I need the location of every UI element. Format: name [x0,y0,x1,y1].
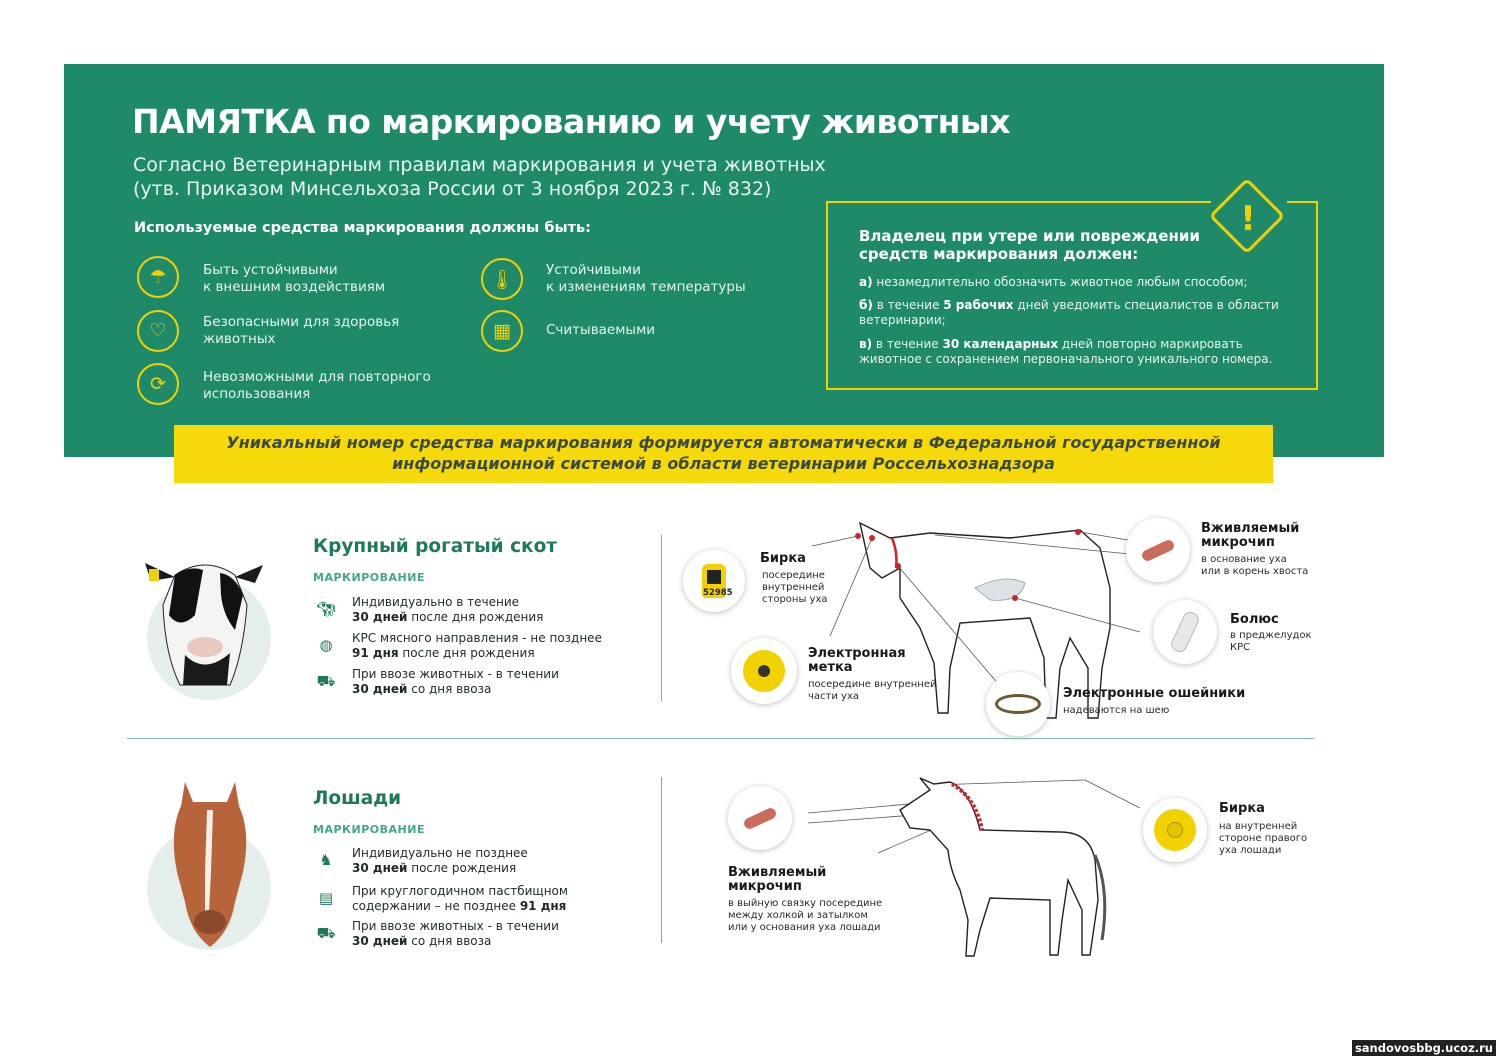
horse-microchip-device [728,786,792,850]
requirement-item: Безопасными для здоровья животных [203,314,400,347]
ear-tag-number: 52985 [703,588,733,598]
notice-text: Уникальный номер средства маркирования формируется автоматически в Федеральной государственной информационной системой в области ветеринарии Россельхознадзора [226,433,1221,473]
ear-tag-device [683,550,745,612]
microchip-icon [742,806,777,830]
horse-rule: Индивидуально не позднее 30 дней после рождения [352,846,528,875]
microchip-device [1126,518,1190,582]
horse-microchip-title: Вживляемый микрочип [728,865,827,894]
horse-ear-tag-icon [1154,809,1196,851]
section-divider [661,777,662,943]
horse-diagram [890,770,1120,970]
cattle-rule: При ввозе животных - в течении 30 дней со дня ввоза [352,667,559,696]
bolus-note: в преджелудок КРС [1230,630,1312,653]
horizontal-divider [127,738,1314,739]
thermometer-icon: 🌡︎ [481,258,523,300]
owner-duty-item: в) в течение 30 календарных дней повторно маркировать животное с сохранением первоначального уникального номера. [859,337,1273,366]
electronic-tag-title: Электронная метка [808,646,906,675]
bolus-title: Болюс [1230,612,1279,627]
requirement-item: Невозможными для повторного использования [203,369,431,402]
pasture-icon: ▤ [318,889,334,907]
truck-icon: ⛟ [316,924,336,942]
ear-tag-title: Бирка [760,551,806,566]
qr-code-icon [707,570,721,584]
requirement-item: Устойчивыми к изменениям температуры [546,262,746,295]
cattle-section-title: Крупный рогатый скот [313,536,558,557]
microchip-icon [1140,538,1175,562]
collar-device [986,672,1050,736]
microchip-note: в основание уха или в корень хвоста [1201,554,1309,577]
page-subtitle: Согласно Ветеринарным правилам маркирования и учета животных (утв. Приказом Минсельхоза России от 3 ноября 2023 г. № 832) [133,154,826,200]
truck-icon: ⛟ [316,672,336,690]
page-title: ПАМЯТКА по маркированию и учету животных [132,102,1011,141]
electronic-tag-icon [743,650,785,692]
horse-rule: При круглогодичном пастбищном содержании – не позднее 91 дня [352,884,568,913]
owner-duty-item: б) в течение 5 рабочих дней уведомить специалистов в области ветеринарии; [859,298,1279,327]
ear-tag-note: посередине внутренней стороны уха [762,570,828,605]
horse-section-subtitle: МАРКИРОВАНИЕ [313,823,425,836]
cattle-rule: Индивидуально в течение 30 дней после дня рождения [352,595,544,624]
horse-microchip-note: в выйную связку посередине между холкой и затылком или у основания уха лошади [728,898,883,933]
bolus-icon [1169,610,1201,655]
scanner-icon: ▦ [481,310,523,352]
cow-icon: 🐄︎ [316,600,336,618]
horse-head-image [155,772,265,952]
weather-resistance-icon: ☂ [137,256,179,298]
cattle-section-subtitle: МАРКИРОВАНИЕ [313,571,425,584]
owner-duties-heading: Владелец при утере или повреждении средств маркирования должен: [859,227,1200,263]
site-watermark: sandovosbbg.ucoz.ru [1352,1040,1496,1056]
collar-icon [995,694,1041,714]
no-reuse-cycle-icon: ⟳ [137,363,179,405]
requirements-heading: Используемые средства маркирования должны быть: [134,220,591,236]
bolus-device [1153,600,1217,664]
electronic-tag-note: посередине внутренней части уха [808,679,937,702]
collar-title: Электронные ошейники [1063,686,1246,701]
requirement-item: Быть устойчивыми к внешним воздействиям [203,262,386,295]
exclamation-icon: ! [1240,199,1256,239]
horse-section-title: Лошади [313,788,402,809]
horse-icon: ♞ [319,851,333,869]
electronic-tag-device [731,638,797,704]
microchip-title: Вживляемый микрочип [1201,521,1300,550]
horse-rule: При ввозе животных - в течении 30 дней со дня ввоза [352,919,559,948]
horse-ear-tag-device [1143,798,1207,862]
horse-ear-tag-note: на внутренней стороне правого уха лошади [1219,821,1308,856]
collar-note: надеваются на шею [1063,705,1170,716]
horse-ear-tag-title: Бирка [1219,801,1265,816]
cattle-rule: КРС мясного направления - не позднее 91 дня после дня рождения [352,631,602,660]
owner-duty-item: а) незамедлительно обозначить животное любым способом; [859,275,1248,289]
heart-health-icon: ♡ [137,310,179,352]
meat-steak-icon: ◍ [319,636,333,654]
requirement-item: Считываемыми [546,322,656,338]
